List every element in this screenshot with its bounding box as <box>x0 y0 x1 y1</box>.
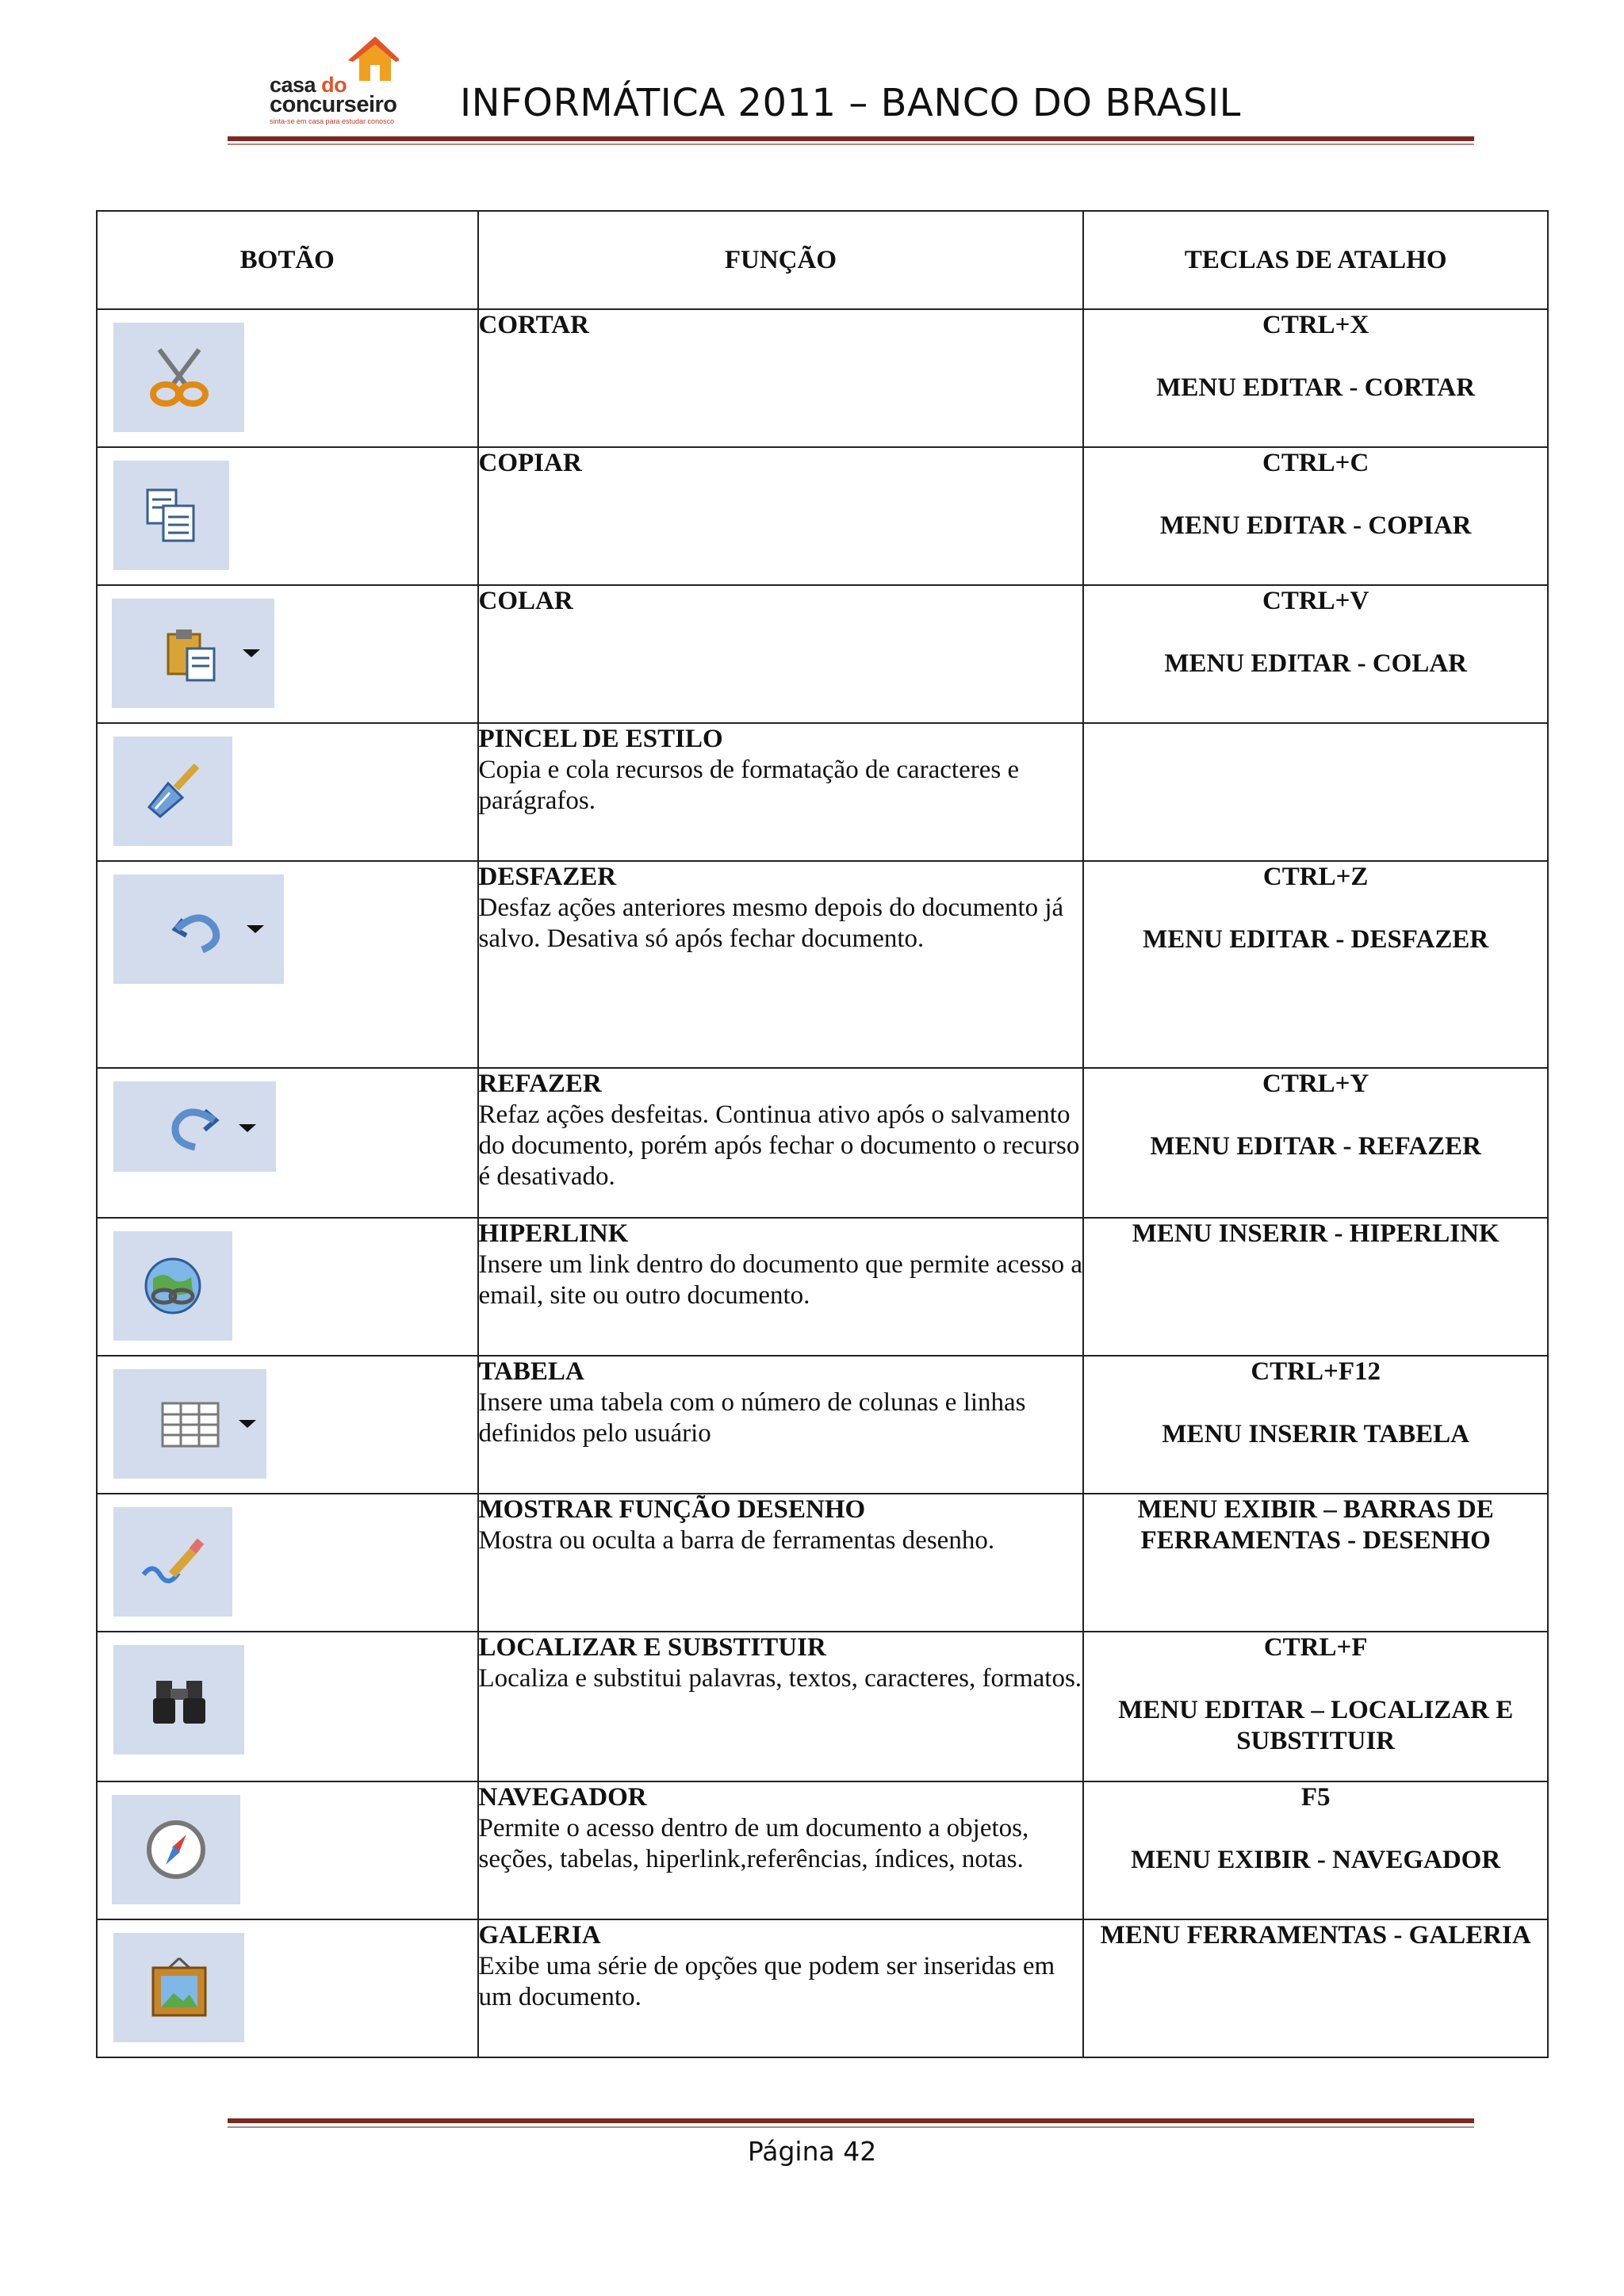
function-title: MOSTRAR FUNÇÃO DESENHO <box>478 1495 866 1524</box>
header-botao: BOTÃO <box>97 211 478 309</box>
shortcut-menu: MENU EXIBIR – BARRAS DE FERRAMENTAS - DESENHO <box>1137 1495 1494 1555</box>
shortcut-primary: CTRL+V <box>1262 587 1369 615</box>
shortcut-menu: MENU EXIBIR - NAVEGADOR <box>1131 1846 1501 1874</box>
function-title: COPIAR <box>478 449 582 477</box>
shortcut-menu: MENU EDITAR - COLAR <box>1164 649 1467 678</box>
function-description: Insere um link dentro do documento que permite acesso a email, site ou outro documento. <box>478 1250 1083 1310</box>
shortcut-primary: CTRL+F <box>1263 1633 1368 1662</box>
function-description: Permite o acesso dentro de um documento a objetos, seções, tabelas, hiperlink,referências, índices, notas. <box>478 1814 1029 1873</box>
function-title: LOCALIZAR E SUBSTITUIR <box>478 1633 826 1662</box>
logo-text-casa: casa do <box>270 73 347 97</box>
shortcuts-table <box>96 210 1549 2058</box>
function-description: Desfaz ações anteriores mesmo depois do documento já salvo. Desativa só após fechar documento. <box>478 894 1064 953</box>
undo-icon[interactable] <box>113 874 284 984</box>
function-title: CORTAR <box>478 311 589 339</box>
hyperlink-icon[interactable] <box>113 1231 232 1341</box>
function-description: Exibe uma série de opções que podem ser inseridas em um documento. <box>478 1952 1055 2011</box>
header-funcao: FUNÇÃO <box>478 211 1084 309</box>
page-title: INFORMÁTICA 2011 – BANCO DO BRASIL <box>460 81 1241 125</box>
header-rule <box>228 136 1474 141</box>
function-title: TABELA <box>478 1357 584 1386</box>
shortcut-primary: CTRL+Z <box>1262 863 1369 891</box>
function-title: DESFAZER <box>478 863 617 891</box>
function-title: COLAR <box>478 587 573 615</box>
dropdown-arrow-icon[interactable] <box>247 925 264 933</box>
casa-do-concurseiro-logo <box>268 35 411 125</box>
function-description: Insere uma tabela com o número de colunas e linhas definidos pelo usuário <box>478 1388 1026 1448</box>
table-row <box>97 1494 1548 1632</box>
function-description: Copia e cola recursos de formatação de caracteres e parágrafos. <box>478 756 1020 815</box>
function-description: Localiza e substitui palavras, textos, caracteres, formatos. <box>478 1664 1082 1693</box>
shortcut-primary: CTRL+X <box>1262 311 1369 339</box>
copy-icon[interactable] <box>113 461 229 570</box>
shortcut-primary: CTRL+F12 <box>1251 1357 1381 1386</box>
shortcut-primary: CTRL+C <box>1262 449 1369 477</box>
page-number: Página 42 <box>747 2136 877 2167</box>
shortcut-menu: MENU EDITAR – LOCALIZAR E SUBSTITUIR <box>1118 1696 1514 1755</box>
scissors-icon[interactable] <box>113 323 244 432</box>
shortcut-menu: MENU EDITAR - COPIAR <box>1159 511 1472 540</box>
table-row <box>97 585 1548 723</box>
header-rule-thin <box>228 144 1474 145</box>
table-row <box>97 1356 1548 1494</box>
function-description: Refaz ações desfeitas. Continua ativo após o salvamento do documento, porém após fechar o documento o recurso é desativado. <box>478 1100 1080 1191</box>
shortcut-menu: MENU FERRAMENTAS - GALERIA <box>1100 1921 1531 1950</box>
table-row <box>97 1218 1548 1356</box>
draw-icon[interactable] <box>113 1507 232 1617</box>
function-title: GALERIA <box>478 1921 601 1950</box>
table-row <box>97 723 1548 861</box>
footer-rule <box>228 2118 1474 2123</box>
redo-icon[interactable] <box>113 1081 276 1172</box>
logo-slogan: sinta-se em casa para estudar conosco <box>270 117 395 125</box>
gallery-icon[interactable] <box>113 1933 244 2042</box>
table-row <box>97 1781 1548 1919</box>
shortcut-menu: MENU EDITAR - CORTAR <box>1156 373 1476 402</box>
shortcut-menu: MENU EDITAR - DESFAZER <box>1143 925 1489 954</box>
compass-icon[interactable] <box>112 1795 240 1904</box>
dropdown-arrow-icon[interactable] <box>243 649 260 657</box>
shortcut-menu: MENU INSERIR - HIPERLINK <box>1132 1219 1500 1248</box>
table-row <box>97 861 1548 1068</box>
table-icon[interactable] <box>113 1369 266 1479</box>
function-title: PINCEL DE ESTILO <box>478 725 723 753</box>
footer-rule-thin <box>228 2126 1474 2128</box>
dropdown-arrow-icon[interactable] <box>239 1420 256 1428</box>
binoculars-icon[interactable] <box>113 1645 244 1755</box>
table-row <box>97 309 1548 447</box>
paste-icon[interactable] <box>112 599 274 708</box>
paintbrush-icon[interactable] <box>113 737 232 846</box>
table-row <box>97 447 1548 585</box>
shortcut-primary: CTRL+Y <box>1262 1070 1369 1098</box>
function-title: REFAZER <box>478 1070 602 1098</box>
table-row <box>97 1919 1548 2057</box>
logo-text-concurseiro: concurseiro <box>270 92 397 117</box>
page-header <box>0 0 1624 159</box>
function-description: Mostra ou oculta a barra de ferramentas desenho. <box>478 1526 995 1555</box>
shortcut-menu: MENU INSERIR TABELA <box>1162 1420 1469 1448</box>
shortcut-primary: F5 <box>1300 1783 1331 1812</box>
table-row <box>97 1632 1548 1781</box>
shortcut-menu: MENU EDITAR - REFAZER <box>1150 1132 1482 1161</box>
house-logo-icon <box>343 35 399 84</box>
function-title: HIPERLINK <box>478 1219 629 1248</box>
table-header-row <box>97 211 1548 309</box>
function-title: NAVEGADOR <box>478 1783 647 1812</box>
table-row <box>97 1068 1548 1218</box>
dropdown-arrow-icon[interactable] <box>239 1124 256 1132</box>
header-teclas: TECLAS DE ATALHO <box>1083 211 1548 309</box>
